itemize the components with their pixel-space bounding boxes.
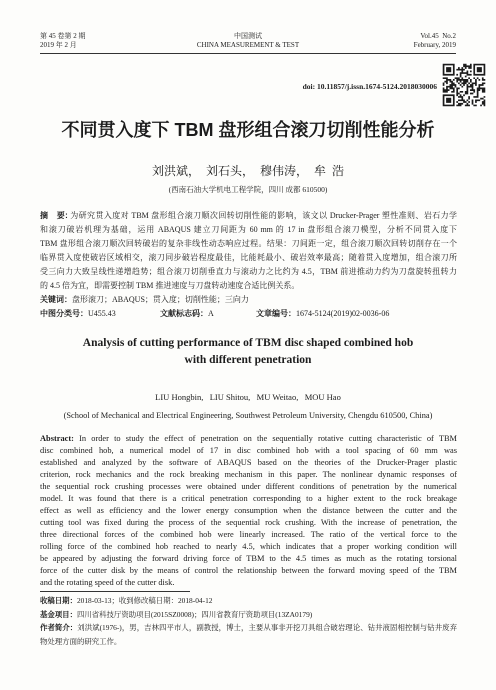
clc-value: U455.43: [88, 309, 116, 318]
footnotes: [40, 594, 457, 648]
qr-code: [441, 62, 487, 108]
abstract-cn-line: 临界贯入度使破岩区域相交，滚刀同步破岩程度最佳，比能耗最小、破岩效率最高；随着贯入度增加，组合滚刀所: [40, 253, 457, 262]
abstract-en-line: the sequential rock crushing processes were obtained under different conditions of penetration by the numerical: [40, 482, 457, 491]
abstract-en-line: effect as well as efficiency and the lower energy consumption when the distance between the cutter and the: [40, 506, 457, 515]
article-number-value: 1674-5124(2019)02-0036-06: [296, 309, 390, 318]
funding: [40, 608, 457, 622]
abstract-en-label: Abstract:: [40, 434, 74, 443]
volume-issue-en: Vol.45 No.2: [420, 32, 456, 40]
affiliation-en: (School of Mechanical and Electrical Engineering, Southwest Petroleum University, Chengdu 610500, China): [63, 410, 433, 420]
title-en-line: with different penetration: [184, 353, 312, 366]
abstract-en-line: and the rotating speed of the cutter disk.: [40, 578, 175, 587]
keywords-cn: [40, 293, 457, 307]
classification-line: [40, 307, 457, 321]
abstract-cn-line: 受三向力大致呈线性递增趋势；组合滚刀切削垂直力与滚动力之比约为 4.5，TBM 前进推动力约为刀盘旋转扭转力: [40, 267, 457, 276]
author-bio: [40, 621, 457, 635]
volume-issue-cn: 第 45 卷第 2 期: [40, 32, 86, 40]
authors-cn: 刘洪斌， 刘石头， 穆伟涛， 牟 浩: [151, 164, 344, 178]
abstract-cn-line: 的 4.5 倍为宜，即需要控制 TBM 推进速度与刀盘转动速度合适比例关系。: [40, 281, 300, 290]
abstract-en-text: In order to study the effect of penetration on the sequentially rotative cutting characteristic of TBM: [79, 434, 457, 443]
abstract-cn-line: [40, 209, 457, 223]
issue-date-en: February, 2019: [413, 41, 456, 49]
abstract-cn-line: 和滚刀破岩机理为基础，运用 ABAQUS 建立刀间距为 60 mm 的 17 in 盘形组合滚刀模型，分析不同贯入度下: [40, 225, 457, 234]
title-en: [40, 335, 456, 369]
author-bio-continued: 物处理方面的研究工作。: [40, 636, 122, 646]
abstract-en-line: criterion, rock mechanics and the rock breaking mechanism in this paper. The nonlinear dynamic responses of: [40, 470, 457, 479]
received-label: 收稿日期：: [40, 596, 77, 605]
document-code-value: A: [208, 309, 214, 318]
clc-number: [40, 307, 116, 321]
issue-date-cn: 2019 年 2 月: [40, 41, 77, 49]
document-code: [160, 307, 214, 321]
doi: doi: 10.11857/j.issn.1674-5124.2018030006: [302, 82, 437, 91]
abstract-en-line: cutting tool was fixed during the process of the sequential rock crushing. With the increase of penetration, the: [40, 518, 457, 527]
abstract-en-line: model. It was found that there is a critical penetration corresponding to a higher extent to the rock breakage: [40, 494, 457, 503]
abstract-en-line: be appeared by adjusting the forward driving force of TBM to the 4.5 times as much as the rotating torsional: [40, 554, 457, 563]
clc-label: 中图分类号：: [40, 309, 88, 318]
abstract-en-line: [40, 433, 457, 445]
abstract-en-line: established and analyzed by the software of ABAQUS based on the theories of the Drucker-Prager plastic: [40, 458, 457, 467]
abstract-cn-line: TBM 盘形组合滚刀顺次回转破岩的复杂非线性动态响应过程。结果：刀间距一定，组合滚刀顺次回转切削存在一个: [40, 239, 457, 248]
header-rule: [40, 53, 456, 54]
document-code-label: 文献标志码：: [160, 309, 208, 318]
title-en-line: Analysis of cutting performance of TBM disc shaped combined hob: [82, 336, 414, 349]
abstract-cn-text: 为研究贯入度对 TBM 盘形组合滚刀顺次回转切削性能的影响，该文以 Drucker-Prager 塑性准则、岩石力学: [70, 211, 458, 220]
received-dates: [40, 594, 457, 608]
abstract-cn: [40, 209, 457, 321]
journal-name-en: CHINA MEASUREMENT & TEST: [196, 41, 300, 49]
abstract-cn-label: 摘 要:: [40, 211, 68, 220]
affiliation-cn: (西南石油大学机电工程学院，四川 成都 610500): [168, 185, 328, 194]
journal-name-cn: 中国测试: [234, 32, 262, 40]
keywords-cn-text: 盘形滚刀；ABAQUS；贯入度；切削性能；三向力: [72, 295, 249, 304]
abstract-en-line: three directional forces of the combined hob were linearly increased. The ratio of the vertical force to the: [40, 530, 457, 539]
article-number-label: 文章编号：: [256, 309, 296, 318]
author-bio-text: 刘洪斌(1976-)，男，吉林四平市人，副教授，博士，主要从事非开挖刀具组合破岩理论、钻井液固相控制与钻井废弃: [77, 623, 457, 632]
funding-value: 四川省科技厅资助项目(2015SZ0008)；四川省教育厅资助项目(13ZA0179): [76, 609, 313, 619]
abstract-en-line: disc combined hob, a numerical model of 17 in disc combined hob with a tool spacing of 60 mm was: [40, 446, 457, 455]
article-number: [256, 307, 389, 321]
abstract-en-line: force of the cutter disk by the means of control the relationship between the forward moving speed of the TBM: [40, 566, 457, 575]
funding-label: 基金项目：: [40, 609, 77, 619]
abstract-en-line: rolling force of the combined hob reached to nearly 4.5, which indicates that a proper working condition will: [40, 542, 457, 551]
footnote-rule: [40, 591, 190, 592]
author-bio-label: 作者简介：: [40, 623, 78, 632]
abstract-en: [40, 433, 457, 589]
keywords-cn-label: 关键词：: [40, 295, 72, 304]
title-cn: 不同贯入度下 TBM 盘形组合滚刀切削性能分析: [61, 120, 435, 140]
authors-en: LIU Hongbin, LIU Shitou, MU Weitao, MOU Hao: [155, 391, 341, 402]
received-value: 2018-03-13；收到修改稿日期：2018-04-12: [76, 596, 213, 605]
